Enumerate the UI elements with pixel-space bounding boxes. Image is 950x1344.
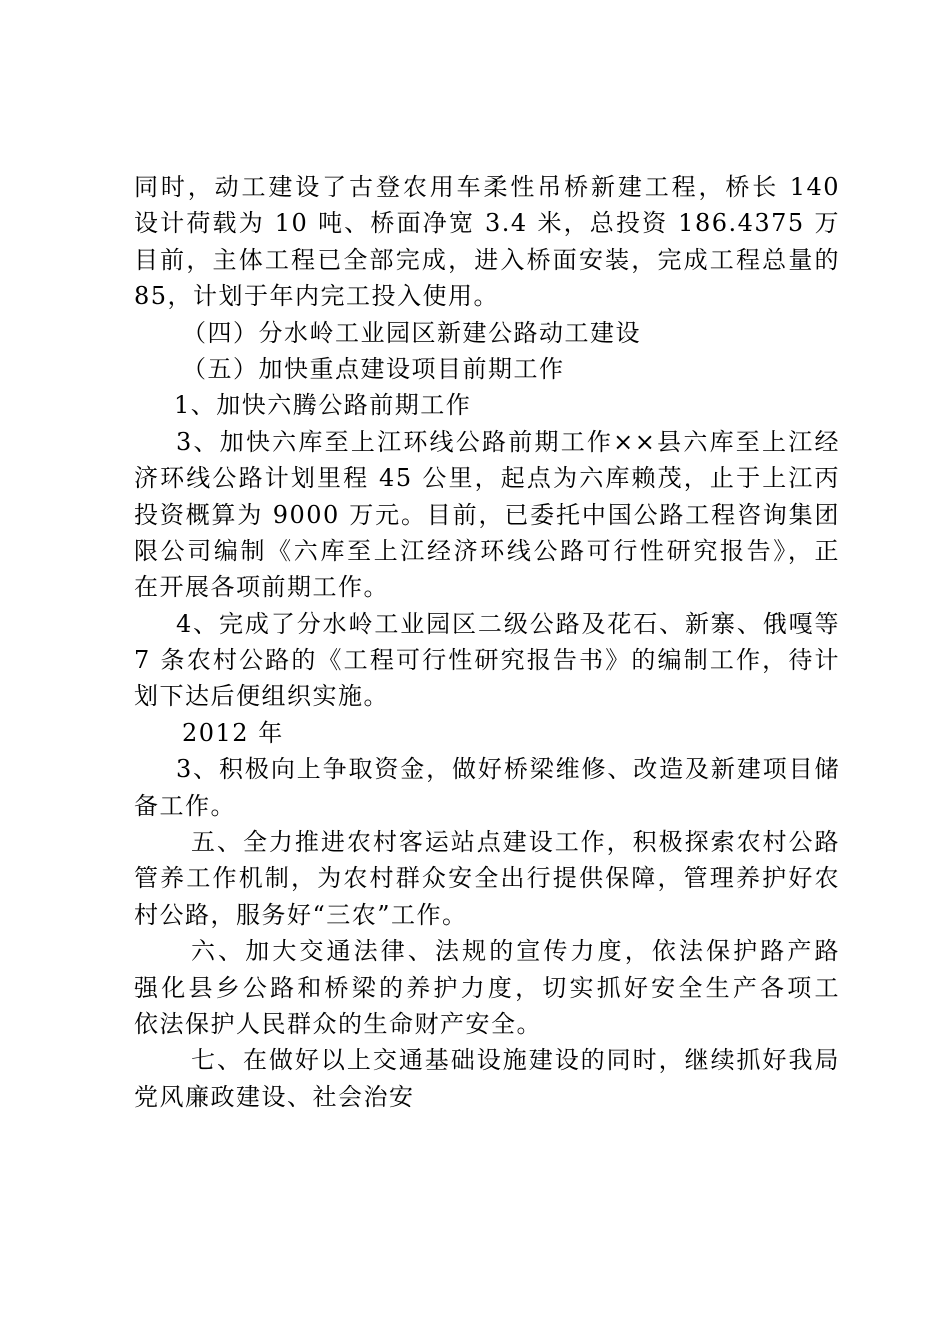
document-body [134, 169, 840, 1115]
paragraph-section-six [134, 933, 840, 1042]
text-line: 1、加快六腾公路前期工作 [174, 391, 472, 420]
list-item-1 [134, 387, 840, 423]
text-line: 限公司编制《六库至上江经济环线公路可行性研究报告》，正 [134, 536, 840, 565]
text-line: 济环线公路计划里程 45 公里，起点为六库赖茂，止于上江丙 [134, 464, 840, 493]
text-line: 依法保护人民群众的生命财产安全。 [134, 1009, 542, 1038]
text-line: 2012 年 [182, 718, 284, 747]
text-line: 六、加大交通法律、法规的宣传力度，依法保护路产路 [191, 937, 840, 966]
heading-section-four [134, 315, 840, 351]
text-line: 七、在做好以上交通基础设施建设的同时，继续抓好我局 [191, 1046, 840, 1075]
heading-section-five [134, 351, 840, 387]
text-line: 备工作。 [134, 791, 236, 820]
text-line: 设计荷载为 10 吨、桥面净宽 3.4 米，总投资 186.4375 万 [134, 209, 840, 238]
paragraph-section-seven [134, 1042, 840, 1115]
paragraph-bridge-project [134, 169, 840, 315]
text-line: 投资概算为 9000 万元。目前，已委托中国公路工程咨询集团 [134, 500, 840, 529]
text-line: 目前，主体工程已全部完成，进入桥面安装，完成工程总量的 [134, 245, 840, 274]
text-line: （四）分水岭工业园区新建公路动工建设 [182, 318, 641, 347]
text-line: （五）加快重点建设项目前期工作 [182, 354, 565, 383]
text-line: 村公路，服务好“三农”工作。 [134, 900, 468, 929]
text-line: 3、加快六库至上江环线公路前期工作××县六库至上江经 [176, 427, 840, 456]
text-line: 五、全力推进农村客运站点建设工作，积极探索农村公路 [191, 828, 840, 857]
text-line: 4、完成了分水岭工业园区二级公路及花石、新寨、俄嘎等 [176, 609, 840, 638]
text-line: 85，计划于年内完工投入使用。 [134, 282, 500, 311]
list-item-3-funding [134, 751, 840, 824]
list-item-4-feasibility [134, 606, 840, 715]
text-line: 在开展各项前期工作。 [134, 573, 389, 602]
year-heading [134, 715, 840, 751]
text-line: 同时，动工建设了古登农用车柔性吊桥新建工程，桥长 140 [134, 173, 840, 201]
text-line: 划下达后便组织实施。 [134, 682, 389, 711]
text-line: 党风廉政建设、社会治安 [134, 1082, 415, 1111]
list-item-3-ring-road [134, 424, 840, 606]
paragraph-section-five [134, 824, 840, 933]
text-line: 7 条农村公路的《工程可行性研究报告书》的编制工作，待计 [134, 646, 840, 675]
text-line: 3、积极向上争取资金，做好桥梁维修、改造及新建项目储 [176, 755, 840, 784]
text-line: 强化县乡公路和桥梁的养护力度，切实抓好安全生产各项工 [134, 973, 840, 1002]
text-line: 管养工作机制，为农村群众安全出行提供保障，管理养护好农 [134, 864, 840, 893]
